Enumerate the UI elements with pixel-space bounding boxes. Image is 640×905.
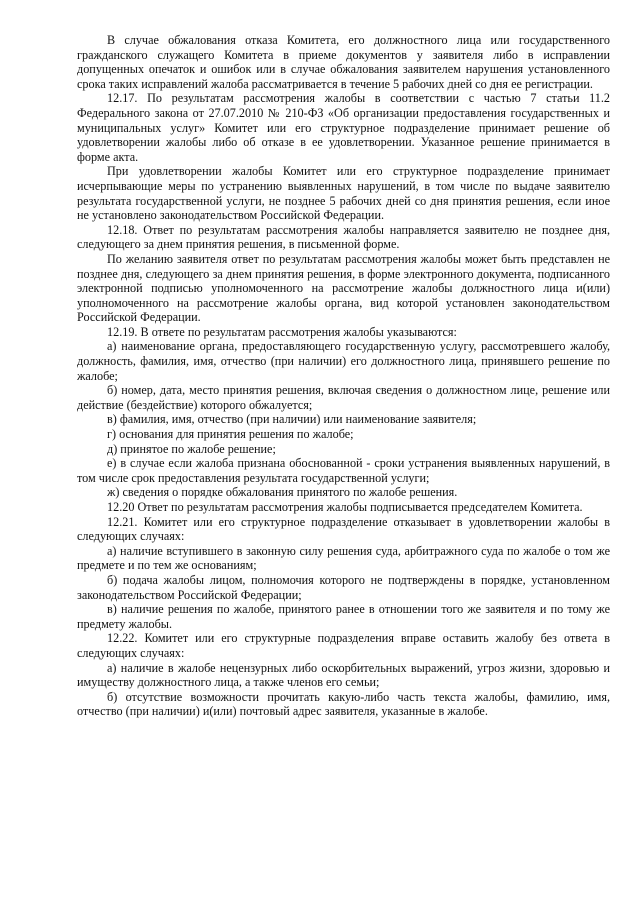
list-item-12-19-a: а) наименование органа, предоставляющего государственную услугу, рассмотревшего жалобу, должность, фамилия, имя, отчество (при наличии) его должностного лица, принявшего решение по жалобе; [77,339,610,383]
paragraph-12-21: 12.21. Комитет или его структурное подразделение отказывает в удовлетворении жалобы в следующих случаях: [77,514,610,544]
paragraph-complaint-satisfaction: При удовлетворении жалобы Комитет или его структурное подразделение принимает исчерпывающие меры по устранению выявленных нарушений, в том числе по выдаче заявителю результата государственной услуги, не позднее 5 рабочих дней со дня принятия решения, если иное не установлено законодательством Российской Федерации. [77,164,610,223]
paragraph-12-22: 12.22. Комитет или его структурные подразделения вправе оставить жалобу без ответа в следующих случаях: [77,631,610,660]
list-item-12-19-e: е) в случае если жалоба признана обоснованной - сроки устранения выявленных нарушений, в том числе срок предоставления результата государственной услуги; [77,456,610,485]
list-item-12-19-v: в) фамилия, имя, отчество (при наличии) или наименование заявителя; [107,412,477,427]
list-item-12-22-a: а) наличие в жалобе нецензурных либо оскорбительных выражений, угроз жизни, здоровью и имуществу должностного лица, а также членов его семьи; [77,660,610,690]
list-item-12-21-a: а) наличие вступившего в законную силу решения суда, арбитражного суда по жалобе о том же предмете и по тем же основаниям; [77,543,610,573]
paragraph-12-19: 12.19. В ответе по результатам рассмотрения жалобы указываются: [107,324,457,339]
list-item-12-21-b: б) подача жалобы лицом, полномочия которого не подтверждены в порядке, установленном законодательством Российской Федерации; [77,572,610,602]
list-item-12-19-g: г) основания для принятия решения по жалобе; [107,427,354,442]
list-item-12-19-b: б) номер, дата, место принятия решения, включая сведения о должностном лице, решение или действие (бездействие) которого обжалуется; [77,383,610,412]
paragraph-12-20: 12.20 Ответ по результатам рассмотрения жалобы подписывается председателем Комитета. [107,500,583,514]
paragraph-appeal-refusal-timeline: В случае обжалования отказа Комитета, его должностного лица или государственного гражданского служащего Комитета в приеме документов у заявителя либо в исправлении допущенных опечаток и ошибок или в случае обжалования заявителем нарушения установленного срока таких исправлений жалоба рассматривается в течение 5 рабочих дней со дня ее регистрации. [77,33,610,91]
list-item-12-19-d: д) принятое по жалобе решение; [107,441,276,456]
paragraph-electronic-response: По желанию заявителя ответ по результатам рассмотрения жалобы может быть представлен не позднее дня, следующего за днем принятия решения, в форме электронного документа, подписанного электронной подписью уполномоченного на рассмотрение жалобы должностного лица и(или) уполномоченного на рассмотрение жалобы органа, вид которой установлен законодательством Российской Федерации. [77,251,610,325]
list-item-12-22-b: б) отсутствие возможности прочитать какую-либо часть текста жалобы, фамилию, имя, отчество (при наличии) и(или) почтовый адрес заявителя, указанные в жалобе. [77,689,610,719]
paragraph-12-17: 12.17. По результатам рассмотрения жалобы в соответствии с частью 7 статьи 11.2 Федерального закона от 27.07.2010 № 210-ФЗ «Об организации предоставления государственных и муниципальных услуг» Комитет или его структурное подразделение принимает решение об удовлетворении жалобы либо об отказе в ее удовлетворении. Указанное решение принимается в форме акта. [77,91,610,164]
list-item-12-19-zh: ж) сведения о порядке обжалования принятого по жалобе решения. [107,485,458,500]
paragraph-12-18: 12.18. Ответ по результатам рассмотрения жалобы направляется заявителю не позднее дня, следующего за днем принятия решения, в письменной форме. [77,222,610,252]
list-item-12-21-v: в) наличие решения по жалобе, принятого ранее в отношении того же заявителя и по тому же предмету жалобы. [77,602,610,631]
